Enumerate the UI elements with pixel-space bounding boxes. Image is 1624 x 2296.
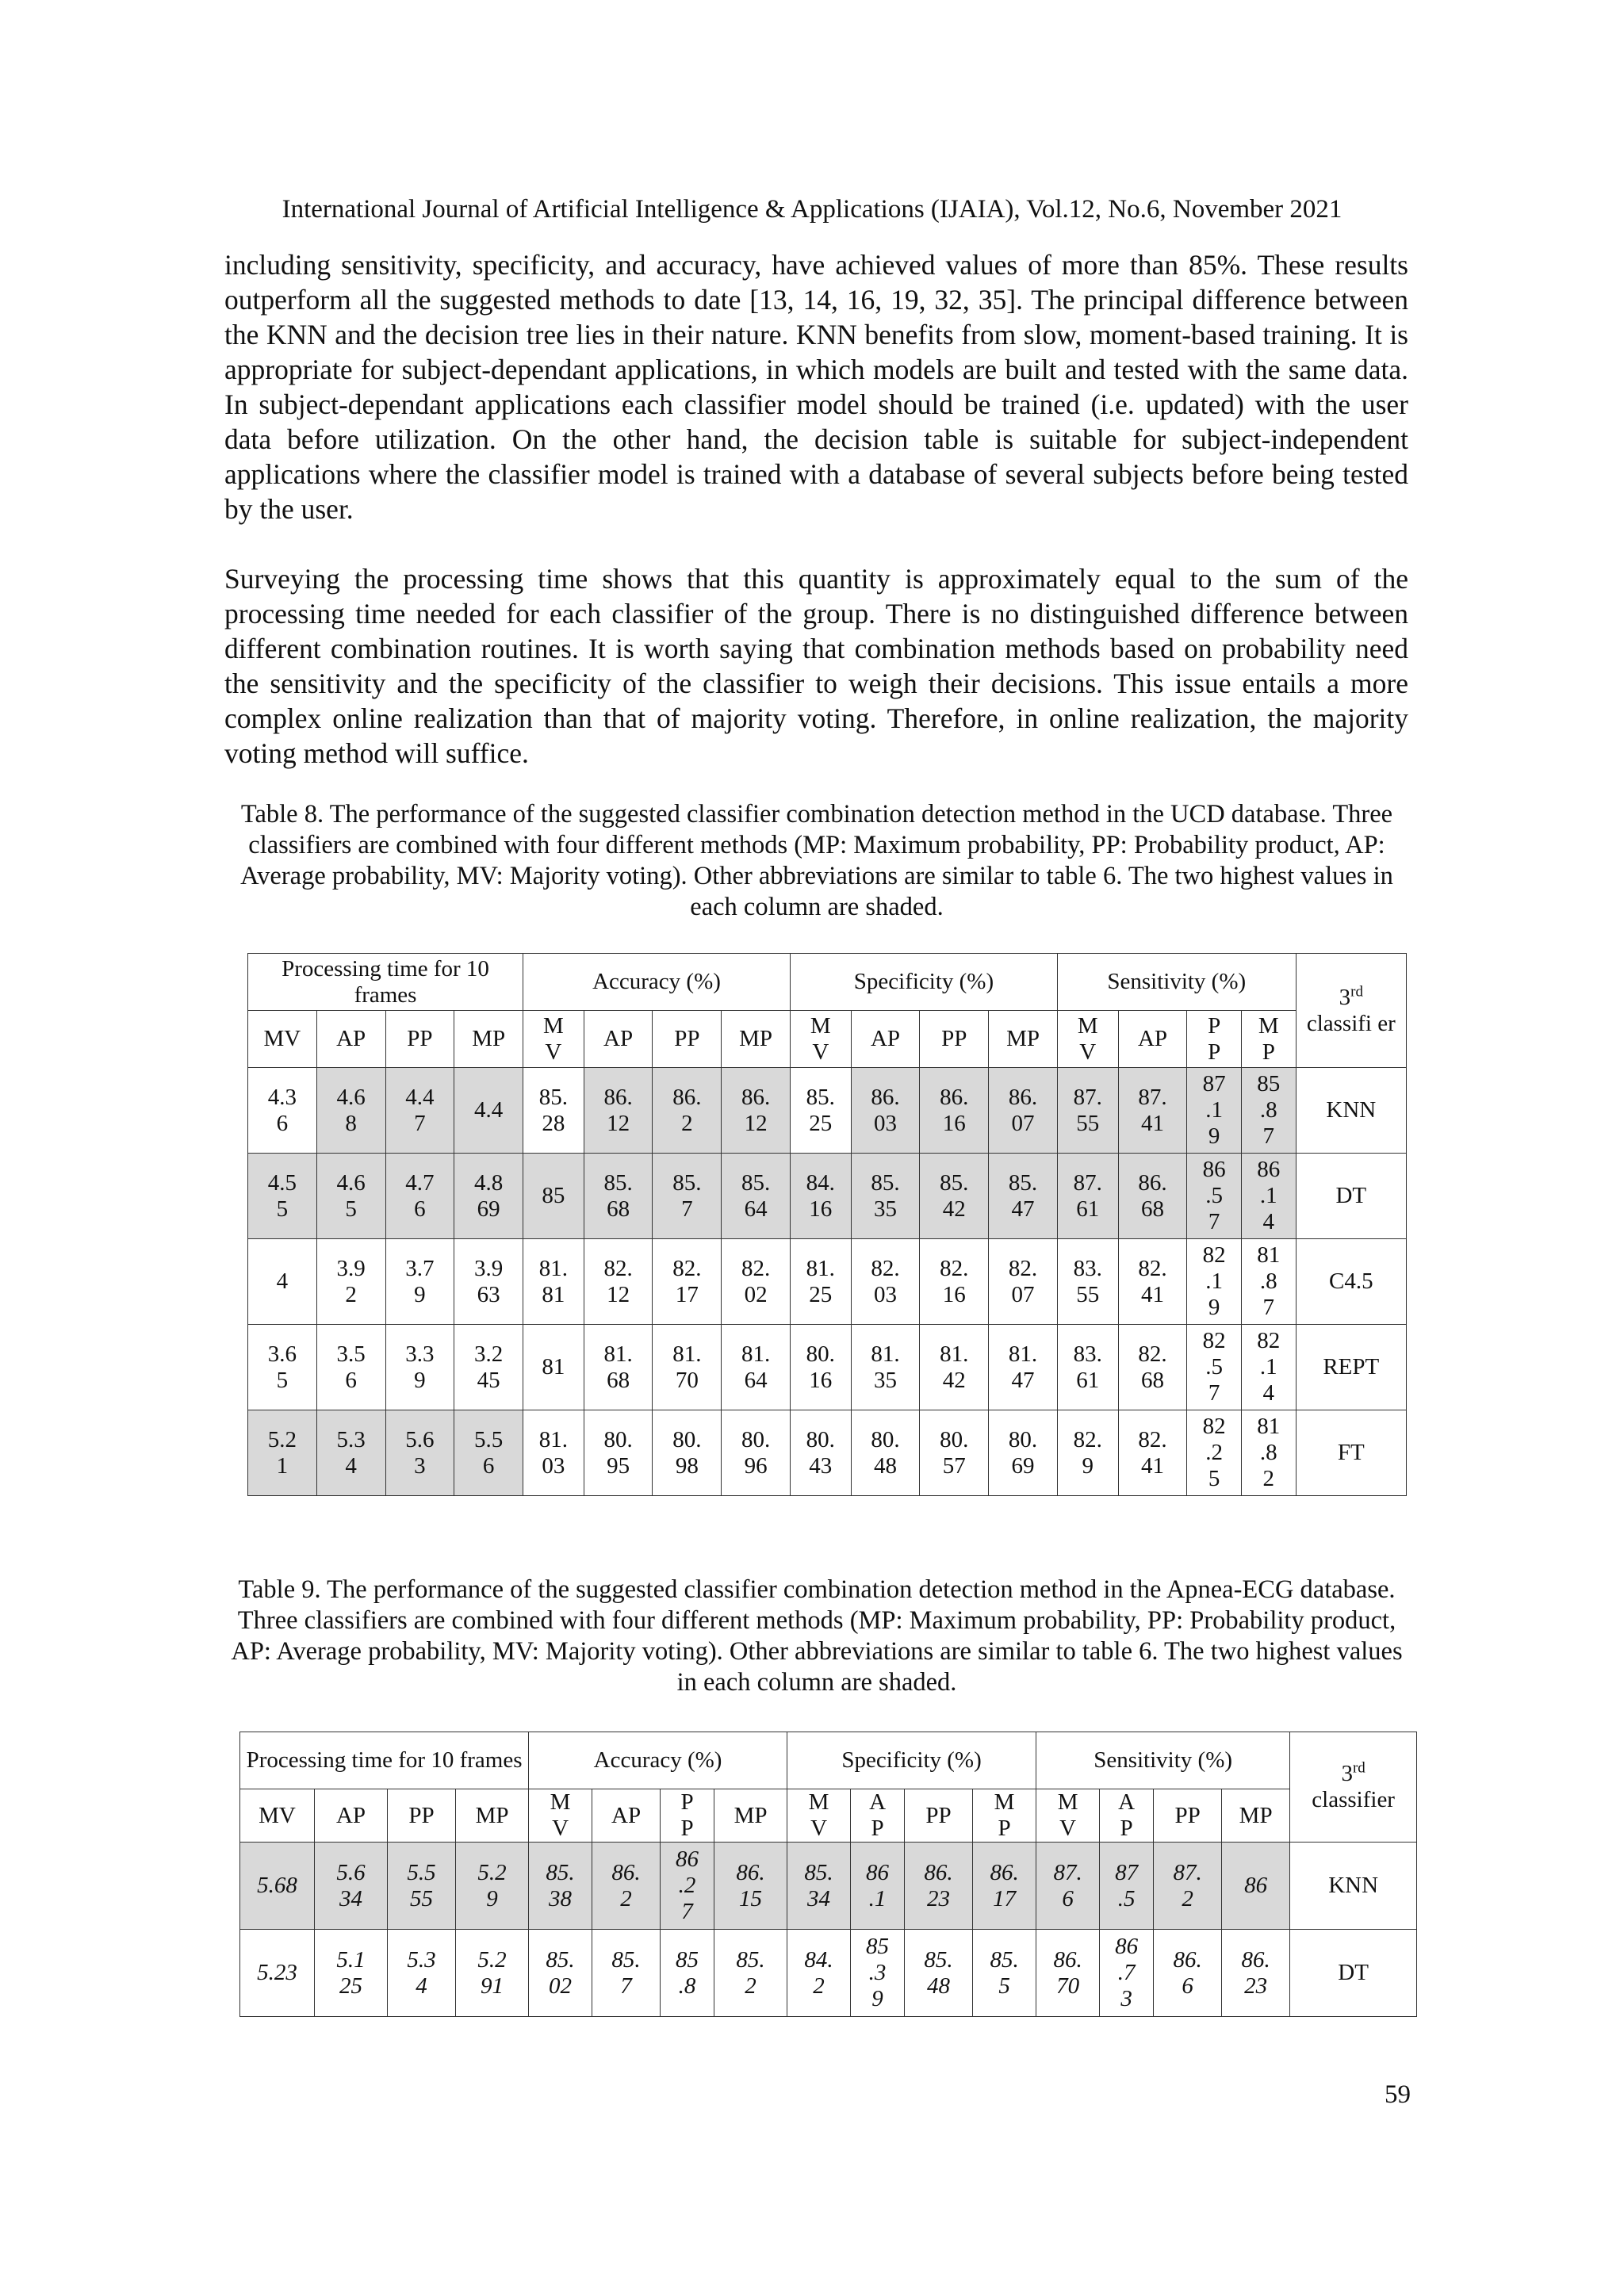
header-sensitivity: Sensitivity (%) <box>1036 1732 1290 1789</box>
table-cell: 86. 2 <box>592 1843 661 1930</box>
subheader-cell: MV <box>240 1789 315 1843</box>
table-cell: 4.4 7 <box>385 1068 454 1154</box>
header-classifier-prefix: 3 <box>1339 984 1351 1010</box>
table-cell: 81 .8 7 <box>1241 1239 1296 1325</box>
subheader-cell: P P <box>661 1789 714 1843</box>
classifier-cell: FT <box>1296 1410 1406 1496</box>
table-cell: 84. 2 <box>787 1930 851 2017</box>
table-cell: 5.23 <box>240 1930 315 2017</box>
header-specificity: Specificity (%) <box>787 1732 1036 1789</box>
paragraph-1: including sensitivity, specificity, and accuracy, have achieved values of more than 85%. These results outperform all the suggested methods to date [13, 14, 16, 19, 32, 35]. The principal difference between the KNN and the decision tree lies in their nature. KNN benefits from slow, moment-based training. It is appropriate for subject-dependant applications, in which models are built and tested with the same data. In subject-dependant applications each classifier model should be trained (i.e. updated) with the user data before utilization. On the other hand, the decision table is suitable for subject-independent applications where the classifier model is trained with a database of several subjects before being tested by the user. <box>224 249 1408 525</box>
table-cell: 5.5 6 <box>454 1410 523 1496</box>
classifier-cell: C4.5 <box>1296 1239 1406 1325</box>
table-cell: 82 .5 7 <box>1187 1325 1242 1410</box>
table-cell: 4 <box>248 1239 317 1325</box>
table-cell: 85. 7 <box>592 1930 661 2017</box>
table-cell: 86. 2 <box>653 1068 722 1154</box>
table-cell: 3.3 9 <box>385 1325 454 1410</box>
subheader-cell: MP <box>714 1789 787 1843</box>
table-cell: 85. 25 <box>790 1068 851 1154</box>
table-cell: 81. 35 <box>851 1325 920 1410</box>
table-cell: 5.6 3 <box>385 1410 454 1496</box>
table-cell: 86 .5 7 <box>1187 1154 1242 1239</box>
table-cell: 87. 41 <box>1118 1068 1187 1154</box>
table-cell: 83. 61 <box>1057 1325 1118 1410</box>
table-cell: 85. 5 <box>973 1930 1036 2017</box>
table-cell: 87 .1 9 <box>1187 1068 1242 1154</box>
header-classifier <box>1296 954 1406 1068</box>
table-cell: 5.5 55 <box>388 1843 456 1930</box>
subheader-cell: A P <box>1100 1789 1154 1843</box>
table-cell: 85 .8 <box>661 1930 714 2017</box>
classifier-cell: KNN <box>1296 1068 1406 1154</box>
table-cell: 3.6 5 <box>248 1325 317 1410</box>
table-cell: 86. 16 <box>920 1068 989 1154</box>
table-cell: 85. 2 <box>714 1930 787 2017</box>
table-cell: 5.2 1 <box>248 1410 317 1496</box>
classifier-cell: DT <box>1296 1154 1406 1239</box>
table-cell: 82 .2 5 <box>1187 1410 1242 1496</box>
header-classifier-sup: rd <box>1350 982 1363 1000</box>
table-cell: 85. 42 <box>920 1154 989 1239</box>
page-number: 59 <box>1385 2080 1411 2109</box>
table-cell: 82 .1 9 <box>1187 1239 1242 1325</box>
table-cell: 80. 16 <box>790 1325 851 1410</box>
table-cell: 86. 23 <box>905 1843 973 1930</box>
table-cell: 87 .5 <box>1100 1843 1154 1930</box>
table-cell: 86. 6 <box>1154 1930 1222 2017</box>
subheader-cell: AP <box>592 1789 661 1843</box>
table-cell: 5.3 4 <box>388 1930 456 2017</box>
table-cell: 80. 69 <box>989 1410 1058 1496</box>
table-cell: 81. 47 <box>989 1325 1058 1410</box>
table-cell: 82. 41 <box>1118 1239 1187 1325</box>
table-cell: 4.8 69 <box>454 1154 523 1239</box>
header-classifier <box>1290 1732 1417 1843</box>
table-cell: 5.2 91 <box>456 1930 529 2017</box>
table-cell: 80. 57 <box>920 1410 989 1496</box>
header-accuracy: Accuracy (%) <box>529 1732 787 1789</box>
table-cell: 5.6 34 <box>315 1843 388 1930</box>
subheader-cell: M V <box>523 1011 584 1068</box>
table-cell: 81. 81 <box>523 1239 584 1325</box>
table-cell: 5.1 25 <box>315 1930 388 2017</box>
subheader-cell: AP <box>316 1011 385 1068</box>
table-row <box>240 1930 1417 2017</box>
table-cell: 85. 48 <box>905 1930 973 2017</box>
header-processing-time: Processing time for 10 frames <box>240 1732 529 1789</box>
table8-caption: Table 8. The performance of the suggested classifier combination detection method in the UCD database. Three classifiers are combined with four different methods (MP: Maximum probability, PP: Probability product, AP: Average probability, MV: Majority voting). Other abbreviations are similar to table 6. The two highest values in each column are shaded. <box>240 800 1393 921</box>
subheader-cell: MP <box>989 1011 1058 1068</box>
table-cell: 82. 9 <box>1057 1410 1118 1496</box>
subheader-cell: PP <box>385 1011 454 1068</box>
table-cell: 86 .1 <box>851 1843 905 1930</box>
subheader-cell: AP <box>315 1789 388 1843</box>
table-cell: 82. 12 <box>584 1239 653 1325</box>
table-cell: 85. 28 <box>523 1068 584 1154</box>
table-cell: 85 .3 9 <box>851 1930 905 2017</box>
table-cell: 86. 12 <box>722 1068 791 1154</box>
table9 <box>239 1732 1417 2017</box>
classifier-cell: REPT <box>1296 1325 1406 1410</box>
classifier-cell: KNN <box>1290 1843 1417 1930</box>
table-cell: 82. 03 <box>851 1239 920 1325</box>
table-cell: 87. 61 <box>1057 1154 1118 1239</box>
table-cell: 5.2 9 <box>456 1843 529 1930</box>
table-cell: 3.7 9 <box>385 1239 454 1325</box>
header-classifier-sup: rd <box>1352 1759 1365 1777</box>
table-cell: 86. 68 <box>1118 1154 1187 1239</box>
header-classifier-suffix: classifi er <box>1306 1010 1396 1036</box>
table-cell: 82. 41 <box>1118 1410 1187 1496</box>
table-cell: 85. 68 <box>584 1154 653 1239</box>
table-cell: 80. 48 <box>851 1410 920 1496</box>
subheader-cell: PP <box>1154 1789 1222 1843</box>
table-cell: 87. 6 <box>1036 1843 1100 1930</box>
table-cell: 4.5 5 <box>248 1154 317 1239</box>
table-cell: 86. 15 <box>714 1843 787 1930</box>
subheader-cell: M V <box>787 1789 851 1843</box>
subheader-cell: A P <box>851 1789 905 1843</box>
subheader-cell: PP <box>920 1011 989 1068</box>
table-cell: 86. 12 <box>584 1068 653 1154</box>
header-accuracy: Accuracy (%) <box>523 954 791 1011</box>
table-cell: 4.6 8 <box>316 1068 385 1154</box>
table-cell: 81. 70 <box>653 1325 722 1410</box>
table-cell: 4.6 5 <box>316 1154 385 1239</box>
table9-caption: Table 9. The performance of the suggested classifier combination detection method in the Apnea-ECG database. Three classifiers are combined with four different methods (MP: Maximum probability, PP: Probability product, AP: Average probability, MV: Majority voting). Other abbreviations are similar to table 6. The two highest values in each column are shaded. <box>231 1575 1403 1697</box>
subheader-cell: AP <box>584 1011 653 1068</box>
table-cell: 87. 55 <box>1057 1068 1118 1154</box>
table-cell: 4.4 <box>454 1068 523 1154</box>
table-cell: 5.68 <box>240 1843 315 1930</box>
table-cell: 81. 68 <box>584 1325 653 1410</box>
subheader-cell: M V <box>1057 1011 1118 1068</box>
subheader-cell: AP <box>1118 1011 1187 1068</box>
table8 <box>247 953 1407 1496</box>
table-cell: 81 <box>523 1325 584 1410</box>
table-cell: 86 .1 4 <box>1241 1154 1296 1239</box>
table-cell: 80. 43 <box>790 1410 851 1496</box>
table-cell: 81 .8 2 <box>1241 1410 1296 1496</box>
table-row <box>240 1843 1417 1930</box>
table-cell: 82. 17 <box>653 1239 722 1325</box>
table-cell: 4.7 6 <box>385 1154 454 1239</box>
table-row <box>248 1239 1407 1325</box>
table-cell: 82. 07 <box>989 1239 1058 1325</box>
subheader-cell: AP <box>851 1011 920 1068</box>
table-cell: 3.2 45 <box>454 1325 523 1410</box>
table-cell: 80. 96 <box>722 1410 791 1496</box>
subheader-cell: PP <box>905 1789 973 1843</box>
table-cell: 3.9 2 <box>316 1239 385 1325</box>
subheader-cell: M V <box>529 1789 592 1843</box>
table-cell: 82. 68 <box>1118 1325 1187 1410</box>
subheader-cell: P P <box>1187 1011 1242 1068</box>
classifier-cell: DT <box>1290 1930 1417 2017</box>
table-cell: 86. 07 <box>989 1068 1058 1154</box>
subheader-cell: M P <box>1241 1011 1296 1068</box>
table-cell: 82. 16 <box>920 1239 989 1325</box>
table-cell: 86. 03 <box>851 1068 920 1154</box>
table-cell: 86 .7 3 <box>1100 1930 1154 2017</box>
journal-header: International Journal of Artificial Intelligence & Applications (IJAIA), Vol.12, No.6, November 2021 <box>282 195 1342 224</box>
table-cell: 82 .1 4 <box>1241 1325 1296 1410</box>
header-sensitivity: Sensitivity (%) <box>1057 954 1296 1011</box>
table-cell: 85. 47 <box>989 1154 1058 1239</box>
table-cell: 81. 42 <box>920 1325 989 1410</box>
table-cell: 81. 03 <box>523 1410 584 1496</box>
table-cell: 80. 95 <box>584 1410 653 1496</box>
table-cell: 87. 2 <box>1154 1843 1222 1930</box>
table-cell: 85 <box>523 1154 584 1239</box>
table-cell: 85. 02 <box>529 1930 592 2017</box>
table-cell: 81. 25 <box>790 1239 851 1325</box>
table-cell: 3.5 6 <box>316 1325 385 1410</box>
table-cell: 85. 7 <box>653 1154 722 1239</box>
subheader-cell: PP <box>653 1011 722 1068</box>
table-cell: 86 <box>1222 1843 1290 1930</box>
table-cell: 86. 17 <box>973 1843 1036 1930</box>
header-classifier-suffix: classifier <box>1312 1787 1395 1812</box>
table-cell: 85. 64 <box>722 1154 791 1239</box>
table-cell: 82. 02 <box>722 1239 791 1325</box>
subheader-cell: MP <box>722 1011 791 1068</box>
table-cell: 86 .2 7 <box>661 1843 714 1930</box>
subheader-cell: PP <box>388 1789 456 1843</box>
header-specificity: Specificity (%) <box>790 954 1057 1011</box>
table-cell: 4.3 6 <box>248 1068 317 1154</box>
table-cell: 85. 38 <box>529 1843 592 1930</box>
header-processing-time: Processing time for 10 frames <box>248 954 523 1011</box>
table-cell: 83. 55 <box>1057 1239 1118 1325</box>
table-cell: 86. 23 <box>1222 1930 1290 2017</box>
table-row <box>248 1410 1407 1496</box>
subheader-cell: M V <box>790 1011 851 1068</box>
table-row <box>248 1325 1407 1410</box>
table-row <box>248 1154 1407 1239</box>
subheader-cell: MV <box>248 1011 317 1068</box>
table-cell: 80. 98 <box>653 1410 722 1496</box>
subheader-cell: MP <box>454 1011 523 1068</box>
table-cell: 5.3 4 <box>316 1410 385 1496</box>
paragraph-2: Surveying the processing time shows that this quantity is approximately equal to the sum of the processing time needed for each classifier of the group. There is no distinguished difference between different combination routines. It is worth saying that combination methods based on probability need the sensitivity and the specificity of the classifier to weigh their decisions. This issue entails a more complex online realization than that of majority voting. Therefore, in online realization, the majority voting method will suffice. <box>224 563 1408 769</box>
table-cell: 84. 16 <box>790 1154 851 1239</box>
table-cell: 81. 64 <box>722 1325 791 1410</box>
subheader-cell: M V <box>1036 1789 1100 1843</box>
subheader-cell: MP <box>456 1789 529 1843</box>
table-cell: 86. 70 <box>1036 1930 1100 2017</box>
table-cell: 85. 35 <box>851 1154 920 1239</box>
table-cell: 3.9 63 <box>454 1239 523 1325</box>
subheader-cell: MP <box>1222 1789 1290 1843</box>
table-row <box>248 1068 1407 1154</box>
header-classifier-prefix: 3 <box>1341 1761 1353 1786</box>
subheader-cell: M P <box>973 1789 1036 1843</box>
table-cell: 85. 34 <box>787 1843 851 1930</box>
table-cell: 85 .8 7 <box>1241 1068 1296 1154</box>
